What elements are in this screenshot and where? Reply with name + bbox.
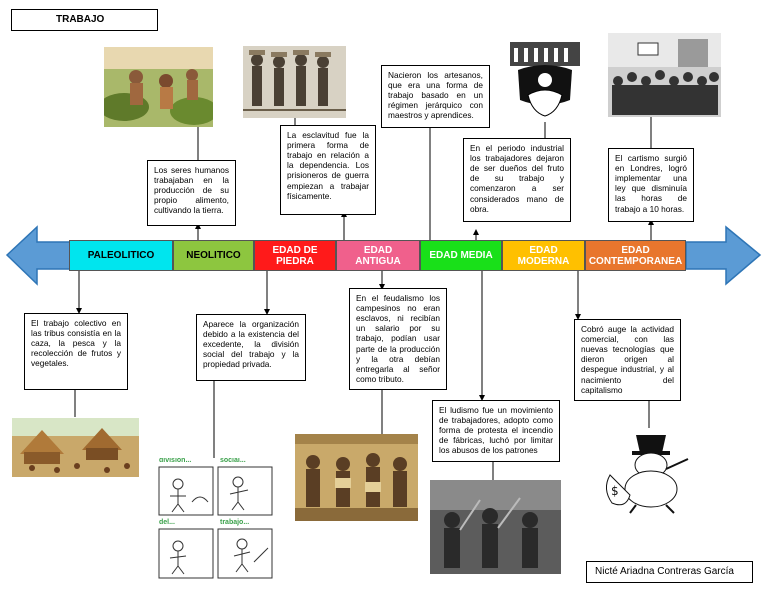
note-edad-de-piedra: Aparece la organización debido a la existencia del excedente, la división social del trabajo y la propiedad privada. bbox=[196, 314, 306, 381]
gatherers-illustration bbox=[104, 47, 213, 127]
note-ludismo: El ludismo fue un movimiento de trabajadores, adopto como forma de protesta el incendio de fábricas, luchó por limitar los abusos de los patrones bbox=[432, 400, 560, 462]
note-neolitico: Los seres humanos trabajaban en la producción de su propio alimento, cultivando la tierra. bbox=[147, 160, 236, 226]
note-feudalismo: En el feudalismo los campesinos no eran esclavos, ni recibían un salario por su trabajo, podían usar parte de la producción y la otra debían entregarla al señor como tributo. bbox=[349, 288, 447, 390]
note-cartismo: El cartismo surgió en Londres, logró implementar una ley que disminuía las horas de trabajo a 10 horas. bbox=[608, 148, 694, 222]
segment-edad-antigua: EDAD ANTIGUA bbox=[336, 240, 420, 271]
right-arrow-head bbox=[686, 227, 760, 284]
comic-label-division: división... bbox=[159, 458, 192, 464]
author-name: Nicté Ariadna Contreras García bbox=[586, 561, 753, 583]
comic-label-trabajo: trabajo... bbox=[220, 519, 250, 526]
page-title: TRABAJO bbox=[11, 9, 158, 31]
comic-label-del: del... bbox=[159, 519, 175, 526]
svg-text:$: $ bbox=[611, 484, 619, 498]
segment-edad-media: EDAD MEDIA bbox=[420, 240, 502, 271]
segment-edad-contemporanea: EDAD CONTEMPORANEA bbox=[585, 240, 686, 271]
note-capitalismo: Cobró auge la actividad comercial, con las nuevas tecnologías que dieron origen al despegue industrial, y al nacimiento del capitalismo bbox=[574, 319, 681, 401]
luddites-illustration bbox=[430, 480, 561, 574]
london-protest-illustration bbox=[608, 33, 721, 117]
capitalist-cartoon-illustration bbox=[596, 429, 706, 515]
note-paleolitico: El trabajo colectivo en las tribus consistía en la caza, la pesca y la recolección de frutos y vegetales. bbox=[24, 313, 128, 390]
slaves-illustration bbox=[243, 46, 346, 118]
tribe-village-illustration bbox=[12, 418, 139, 477]
artisans-illustration bbox=[508, 40, 582, 122]
segment-edad-de-piedra: EDAD DE PIEDRA bbox=[254, 240, 336, 271]
left-arrow-head bbox=[7, 227, 70, 284]
comic-label-social: social... bbox=[220, 458, 246, 464]
note-artesanos: Nacieron los artesanos, que era una forma de trabajo basado en un régimen jerárquico con maestros y aprendices. bbox=[381, 65, 490, 128]
note-edad-antigua: La esclavitud fue la primera forma de trabajo en relación a la dependencia. Los prisioneros de guerra empiezan a trabajar físicamente. bbox=[280, 125, 376, 215]
division-social-comic bbox=[158, 458, 274, 580]
segment-neolitico: NEOLITICO bbox=[173, 240, 254, 271]
feudal-peasants-illustration bbox=[295, 434, 418, 521]
segment-edad-moderna: EDAD MODERNA bbox=[502, 240, 585, 271]
note-periodo-industrial: En el periodo industrial los trabajadores dejaron de ser dueños del fruto de su trabajo y comenzaron a ser considerados mano de obra. bbox=[463, 138, 571, 222]
segment-paleolitico: PALEOLITICO bbox=[69, 240, 173, 271]
